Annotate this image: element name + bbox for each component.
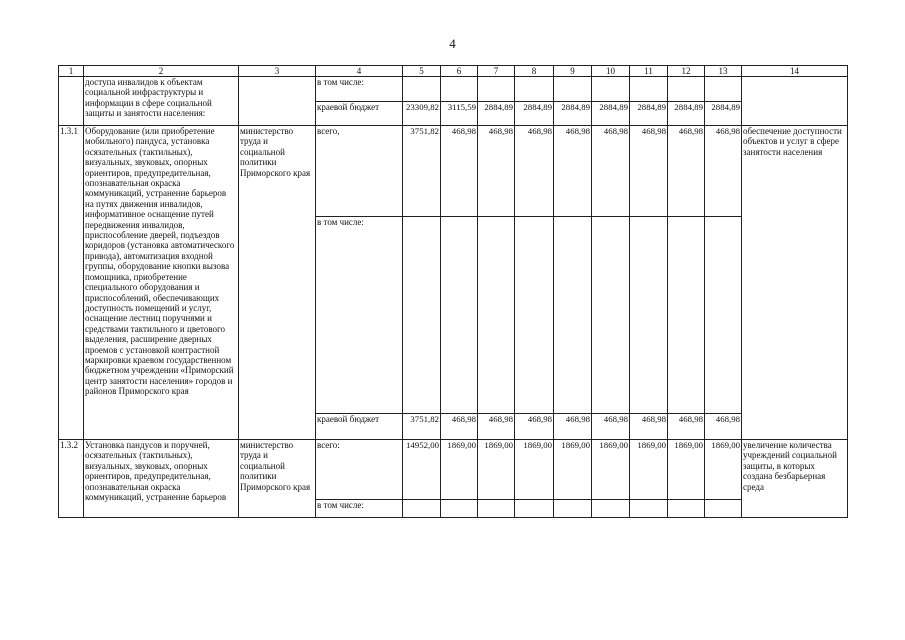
row-num-cell: 1.3.2 bbox=[59, 440, 84, 518]
value-cell bbox=[478, 77, 515, 102]
value-cell: 468,98 bbox=[705, 414, 742, 440]
value-cell: 1869,00 bbox=[630, 440, 668, 500]
value-cell: 2884,89 bbox=[630, 102, 668, 126]
table-row bbox=[59, 440, 848, 500]
result-cell bbox=[742, 77, 848, 126]
sub-label-cell: в том числе: bbox=[316, 500, 403, 518]
table-row bbox=[59, 77, 848, 102]
value-cell bbox=[441, 500, 478, 518]
header-cell: 6 bbox=[441, 66, 478, 77]
value-cell bbox=[630, 500, 668, 518]
executor-cell: министерство труда и социальной политики Приморского края bbox=[239, 126, 316, 440]
header-cell: 11 bbox=[630, 66, 668, 77]
value-cell bbox=[403, 217, 441, 414]
value-cell: 468,98 bbox=[554, 414, 592, 440]
value-cell: 1869,00 bbox=[592, 440, 630, 500]
value-cell bbox=[705, 500, 742, 518]
program-table bbox=[58, 65, 848, 518]
header-cell: 8 bbox=[515, 66, 554, 77]
value-cell: 2884,89 bbox=[515, 102, 554, 126]
value-cell bbox=[705, 77, 742, 102]
executor-cell: министерство труда и социальной политики Приморского края bbox=[239, 440, 316, 518]
header-cell: 4 bbox=[316, 66, 403, 77]
header-cell: 5 bbox=[403, 66, 441, 77]
value-cell: 468,98 bbox=[630, 126, 668, 217]
result-cell: увеличение количества учреждений социальной защиты, в которых создана безбарьерная среда bbox=[742, 440, 848, 518]
value-cell: 468,98 bbox=[515, 126, 554, 217]
value-cell bbox=[478, 500, 515, 518]
result-cell: обеспечение доступности объектов и услуг в сфере занятости населения bbox=[742, 126, 848, 440]
value-cell bbox=[592, 500, 630, 518]
value-cell: 468,98 bbox=[554, 126, 592, 217]
value-cell: 23309,82 bbox=[403, 102, 441, 126]
value-cell: 2884,89 bbox=[554, 102, 592, 126]
value-cell bbox=[478, 217, 515, 414]
total-label-cell: всего: bbox=[316, 440, 403, 500]
value-cell: 3751,82 bbox=[403, 414, 441, 440]
value-cell: 468,98 bbox=[668, 126, 705, 217]
value-cell bbox=[554, 217, 592, 414]
value-cell bbox=[668, 500, 705, 518]
value-cell: 468,98 bbox=[515, 414, 554, 440]
description-cell: Оборудование (или приобретение мобильного) пандуса, установка осязательных (тактильных), визуальных, звуковых, опорных ориентиров, предупредительная, опознавательная окраска коммуникаций, устранение барьеров на путях движения инвалидов, информативное оснащение путей передвижения инвалидов, приспособление дверей, подъездов коридоров (установка автоматического привода), автоматизация входной группы, оборудование кнопки вызова помощника, приобретение специального оборудования и приспособлений, обеспечивающих доступность помещений и услуг, оснащение лестниц поручнями и средствами тактильного и цветового выделения, расширение дверных проемов с установкой контрастной маркировки краевом государственном бюджетном учреждении «Приморский центр занятости населения» городов и районов Приморского края bbox=[84, 126, 239, 440]
header-cell: 10 bbox=[592, 66, 630, 77]
value-cell bbox=[515, 217, 554, 414]
value-cell: 1869,00 bbox=[478, 440, 515, 500]
value-cell: 1869,00 bbox=[515, 440, 554, 500]
value-cell bbox=[668, 217, 705, 414]
value-cell: 468,98 bbox=[441, 414, 478, 440]
header-cell: 9 bbox=[554, 66, 592, 77]
value-cell bbox=[515, 77, 554, 102]
value-cell: 3115,59 bbox=[441, 102, 478, 126]
value-cell: 3751,82 bbox=[403, 126, 441, 217]
value-cell bbox=[705, 217, 742, 414]
description-cell: доступа инвалидов к объектам социальной инфраструктуры и информации в сфере социальной защиты и занятости населения: bbox=[84, 77, 239, 126]
value-cell bbox=[554, 77, 592, 102]
header-cell: 13 bbox=[705, 66, 742, 77]
value-cell: 2884,89 bbox=[478, 102, 515, 126]
value-cell: 2884,89 bbox=[592, 102, 630, 126]
sub-label-cell: в том числе: bbox=[316, 77, 403, 102]
row-num-cell bbox=[59, 77, 84, 126]
value-cell: 1869,00 bbox=[441, 440, 478, 500]
value-cell bbox=[592, 77, 630, 102]
value-cell: 468,98 bbox=[592, 126, 630, 217]
value-cell bbox=[403, 500, 441, 518]
executor-cell bbox=[239, 77, 316, 126]
sub-label-cell: в том числе: bbox=[316, 217, 403, 414]
description-cell: Установка пандусов и поручней, осязательных (тактильных), визуальных, звуковых, опорных ориентиров, предупредительная, опознавательная окраска коммуникаций, устранение барьеров bbox=[84, 440, 239, 518]
value-cell bbox=[592, 217, 630, 414]
value-cell bbox=[554, 500, 592, 518]
header-cell: 2 bbox=[84, 66, 239, 77]
value-cell: 1869,00 bbox=[668, 440, 705, 500]
header-cell: 14 bbox=[742, 66, 848, 77]
value-cell bbox=[668, 77, 705, 102]
value-cell: 468,98 bbox=[705, 126, 742, 217]
header-cell: 7 bbox=[478, 66, 515, 77]
value-cell: 14952,00 bbox=[403, 440, 441, 500]
value-cell bbox=[441, 217, 478, 414]
value-cell: 1869,00 bbox=[554, 440, 592, 500]
table-row bbox=[59, 126, 848, 217]
value-cell: 468,98 bbox=[668, 414, 705, 440]
page-number: 4 bbox=[449, 36, 456, 51]
value-cell bbox=[441, 77, 478, 102]
header-cell: 1 bbox=[59, 66, 84, 77]
sub-label-cell: краевой бюджет bbox=[316, 102, 403, 126]
total-label-cell: всего, bbox=[316, 126, 403, 217]
value-cell: 468,98 bbox=[630, 414, 668, 440]
value-cell: 468,98 bbox=[441, 126, 478, 217]
value-cell: 2884,89 bbox=[668, 102, 705, 126]
value-cell: 1869,00 bbox=[705, 440, 742, 500]
row-num-cell: 1.3.1 bbox=[59, 126, 84, 440]
sub-label-cell: краевой бюджет bbox=[316, 414, 403, 440]
header-row bbox=[59, 66, 848, 77]
value-cell bbox=[630, 217, 668, 414]
value-cell: 468,98 bbox=[478, 414, 515, 440]
value-cell bbox=[630, 77, 668, 102]
value-cell: 468,98 bbox=[592, 414, 630, 440]
header-cell: 3 bbox=[239, 66, 316, 77]
value-cell: 468,98 bbox=[478, 126, 515, 217]
header-cell: 12 bbox=[668, 66, 705, 77]
value-cell bbox=[403, 77, 441, 102]
value-cell bbox=[515, 500, 554, 518]
value-cell: 2884,89 bbox=[705, 102, 742, 126]
